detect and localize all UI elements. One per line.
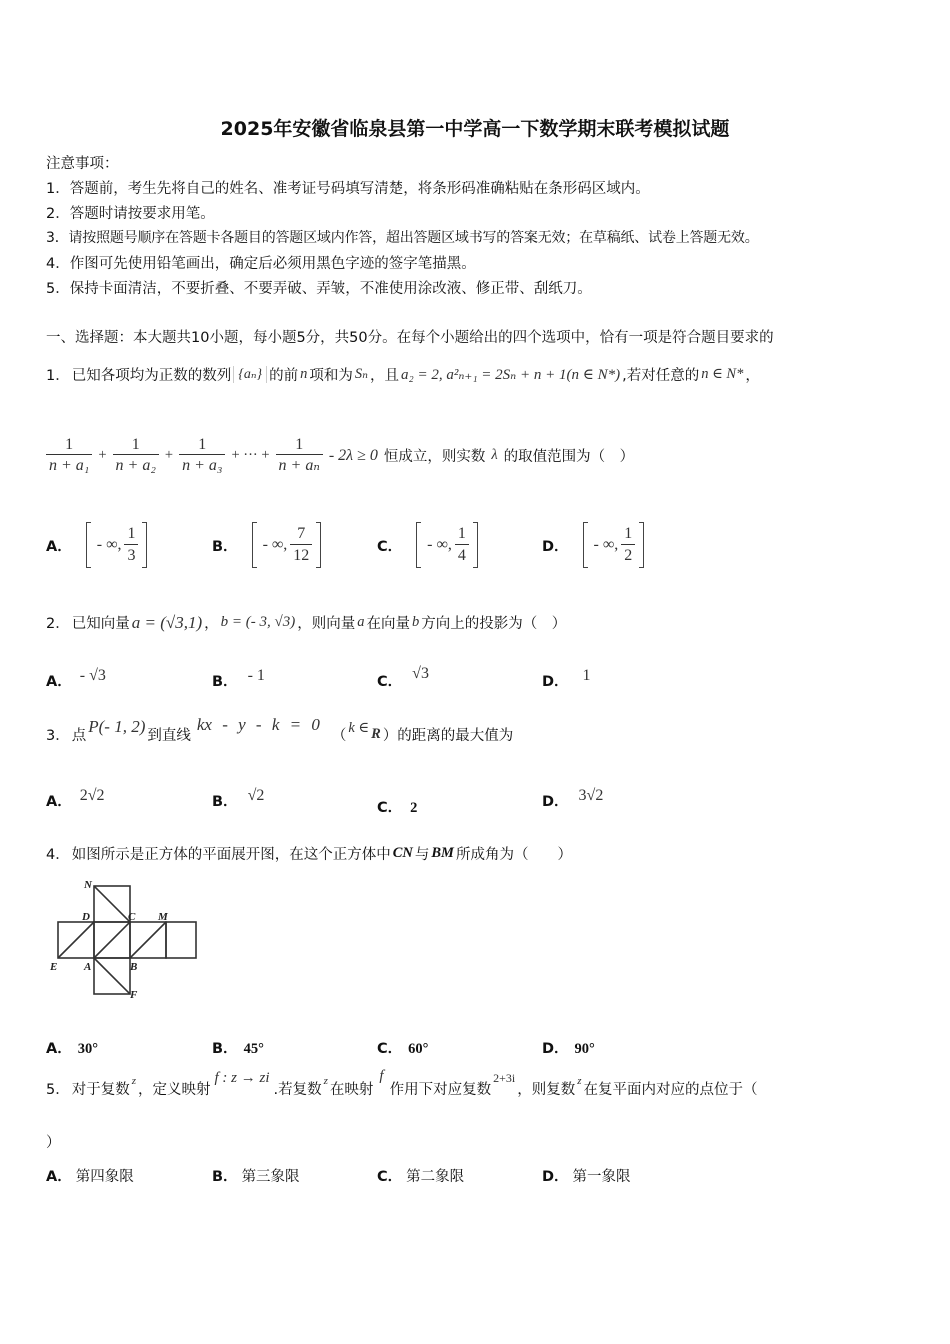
q2-vector-b: b = (- 3, √3) (220, 614, 296, 630)
fig-label-e: E (50, 961, 58, 973)
q1-text: 已知各项均为正数的数列 (71, 368, 232, 384)
notice-item-4: 4．作图可先使用铅笔画出，确定后必须用黑色字迹的签字笔描黑。 (46, 256, 476, 272)
q1-nset: n ∈ N* (701, 366, 744, 382)
q1-condition: a₂ = 2, a²ₙ₊₁ = 2Sₙ + n + 1(n ∈ N*) (401, 367, 621, 383)
q4-number: 4． (46, 847, 70, 863)
q5-text: ，定义映射 (138, 1082, 211, 1098)
q3-k: k ∈ (348, 720, 370, 736)
q1-plus: + (98, 447, 107, 464)
q1-text: 恒成立，则实数 (383, 449, 486, 466)
q3-point: P(- 1, 2) (88, 716, 146, 736)
option-left: - ∞, (96, 536, 122, 553)
q5-z: z (131, 1074, 137, 1087)
notice-item-5: 5．保持卡面清洁，不要折叠、不要弄破、弄皱，不准使用涂改液、修正带、刮纸刀。 (46, 281, 592, 297)
q4-text: 所成角为（ ） (455, 847, 572, 863)
q1-option-c[interactable]: C． - ∞, $\frac{1}{4}$ (377, 522, 478, 568)
q4-option-b[interactable]: B． 45° (212, 1041, 264, 1057)
q5-option-c[interactable]: C． 第二象限 (377, 1169, 465, 1185)
q1-option-b[interactable]: B． - ∞, $\frac{7}{12}$ (212, 522, 321, 568)
q4-option-d[interactable]: D． 90° (542, 1041, 595, 1057)
q1-frac-1: $\frac{1}{\text{n + a₁}}$ (46, 436, 92, 476)
q2-option-c[interactable]: C． √3 (377, 665, 429, 690)
q2-text: ，则向量 (297, 616, 356, 632)
q1-var-n: n (300, 366, 308, 382)
q1-text: 的前 (269, 368, 299, 384)
page-title: 2025年安徽省临泉县第一中学高一下数学期末联考模拟试题 (220, 118, 730, 140)
q3-text: （ (331, 728, 347, 744)
question-5-stem (46, 1068, 758, 1099)
cube-net-figure (44, 876, 204, 1002)
q5-option-b[interactable]: B． 第三象限 (212, 1169, 300, 1185)
q5-continuation: ） (46, 1135, 61, 1151)
fig-label-b: B (130, 961, 138, 973)
q3-text: ）的距离的最大值为 (382, 728, 514, 744)
notice-item-1: 1．答题前，考生先将自己的姓名、准考证号码填写清楚，将条形码准确粘贴在条形码区域内。 (46, 181, 650, 197)
q2-text: ， (204, 616, 219, 632)
q2-text: 方向上的投影为（ ） (421, 616, 567, 632)
section-heading: 一、选择题：本大题共10小题，每小题5分，共50分。在每个小题给出的四个选项中，恰有一项是符合题目要求的 (46, 330, 774, 346)
q4-cn: CN (392, 845, 413, 861)
q5-text: ，则复数 (517, 1082, 576, 1098)
diag-NC (94, 886, 130, 922)
q1-sequence: {aₙ} (233, 366, 267, 383)
fig-label-n: N (84, 879, 92, 891)
q1-number: 1． (46, 368, 70, 384)
option-label: A． (46, 538, 72, 555)
q3-option-d[interactable]: D． 3√2 (542, 787, 604, 810)
fig-label-c: C (128, 911, 136, 923)
question-1-stem (46, 364, 760, 385)
notice-heading: 注意事项： (46, 156, 119, 172)
q5-w: 2+3i (493, 1071, 516, 1085)
q5-text: 作用下对应复数 (389, 1082, 492, 1098)
q2-text: 在向量 (366, 616, 410, 632)
q5-z: z (577, 1074, 582, 1087)
q2-var-b: b (411, 614, 420, 630)
q1-text: ，且 (370, 368, 399, 384)
notice-item-3: 3．请按照题号顺序在答题卡各题目的答题区域内作答，超出答题区域书写的答案无效；在草稿纸、试卷上答题无效。 (46, 230, 759, 246)
q3-text: 到直线 (147, 728, 191, 744)
q2-vector-a: a = (√3,1) (131, 612, 203, 632)
q1-option-d[interactable]: D． - ∞, $\frac{1}{2}$ (542, 522, 644, 568)
q5-option-d[interactable]: D． 第一象限 (542, 1169, 631, 1185)
q2-var-a: a (357, 614, 365, 630)
q5-text: 在复平面内对应的点位于（ (583, 1082, 758, 1098)
q3-option-a[interactable]: A． 2√2 (46, 787, 105, 810)
q5-text: 对于复数 (71, 1082, 130, 1098)
q2-option-d[interactable]: D． 1 (542, 667, 591, 690)
q1-text: 的取值范围为（ ） (503, 449, 635, 466)
option-label: C． (377, 538, 403, 555)
q5-map: f : z → zi (214, 1070, 270, 1086)
q5-f: f (379, 1068, 384, 1084)
q2-number: 2． (46, 616, 70, 632)
question-1-inequality (46, 436, 634, 476)
q1-dots: + ··· + (231, 447, 270, 464)
q3-number: 3． (46, 728, 70, 744)
q4-text: 如图所示是正方体的平面展开图，在这个正方体中 (71, 847, 391, 863)
q2-option-b[interactable]: B． - 1 (212, 667, 265, 690)
diag-BM (130, 922, 166, 958)
q1-var-sn: Sₙ (354, 366, 368, 382)
option-left: - ∞, (593, 536, 619, 553)
q1-text: ,若对任意的 (622, 368, 700, 384)
option-left: - ∞, (427, 536, 452, 553)
fig-label-m: M (158, 911, 168, 923)
option-label: B． (212, 538, 238, 555)
q1-lambda: λ (491, 447, 498, 464)
q1-frac-4: $\frac{1}{\text{n + aₙ}}$ (276, 436, 323, 476)
q3-text: 点 (71, 728, 87, 744)
q1-text: 项和为 (309, 368, 353, 384)
q1-option-a[interactable]: A． - ∞, $\frac{1}{3}$ (46, 522, 147, 568)
option-left: - ∞, (262, 536, 288, 553)
q1-plus: + (164, 447, 174, 464)
notice-item-2: 2．答题时请按要求用笔。 (46, 206, 215, 222)
q5-number: 5． (46, 1082, 70, 1098)
question-4-stem (46, 843, 572, 864)
fig-label-d: D (82, 911, 90, 923)
q3-option-c[interactable]: C． 2 (377, 800, 418, 816)
q1-text: ， (745, 368, 760, 384)
q2-option-a[interactable]: A． - √3 (46, 667, 106, 690)
q5-text: 在映射 (329, 1082, 374, 1098)
q5-z: z (323, 1074, 328, 1087)
option-label: D． (542, 538, 569, 555)
q1-frac-2: $\frac{1}{\text{n + a₂}}$ (113, 436, 159, 476)
q5-option-a[interactable]: A． 第四象限 (46, 1169, 134, 1185)
q3-set-r: R (371, 726, 381, 742)
q5-text: .若复数 (273, 1082, 322, 1098)
q3-option-b[interactable]: B． √2 (212, 787, 265, 810)
q1-frac-3: $\frac{1}{\text{n + a₃}}$ (179, 436, 225, 476)
q2-text: 已知向量 (71, 616, 130, 632)
q3-line: kx - y - k = 0 (196, 714, 320, 734)
q4-bm: BM (431, 845, 454, 861)
fig-label-a: A (84, 961, 92, 973)
q4-option-c[interactable]: C． 60° (377, 1041, 429, 1057)
q4-option-a[interactable]: A． 30° (46, 1041, 99, 1057)
q4-text: 与 (414, 847, 430, 863)
q1-tail: - 2λ ≥ 0 (328, 446, 378, 464)
question-2-stem (46, 612, 566, 633)
fig-label-f: F (130, 989, 138, 1001)
question-3-stem (46, 714, 514, 745)
